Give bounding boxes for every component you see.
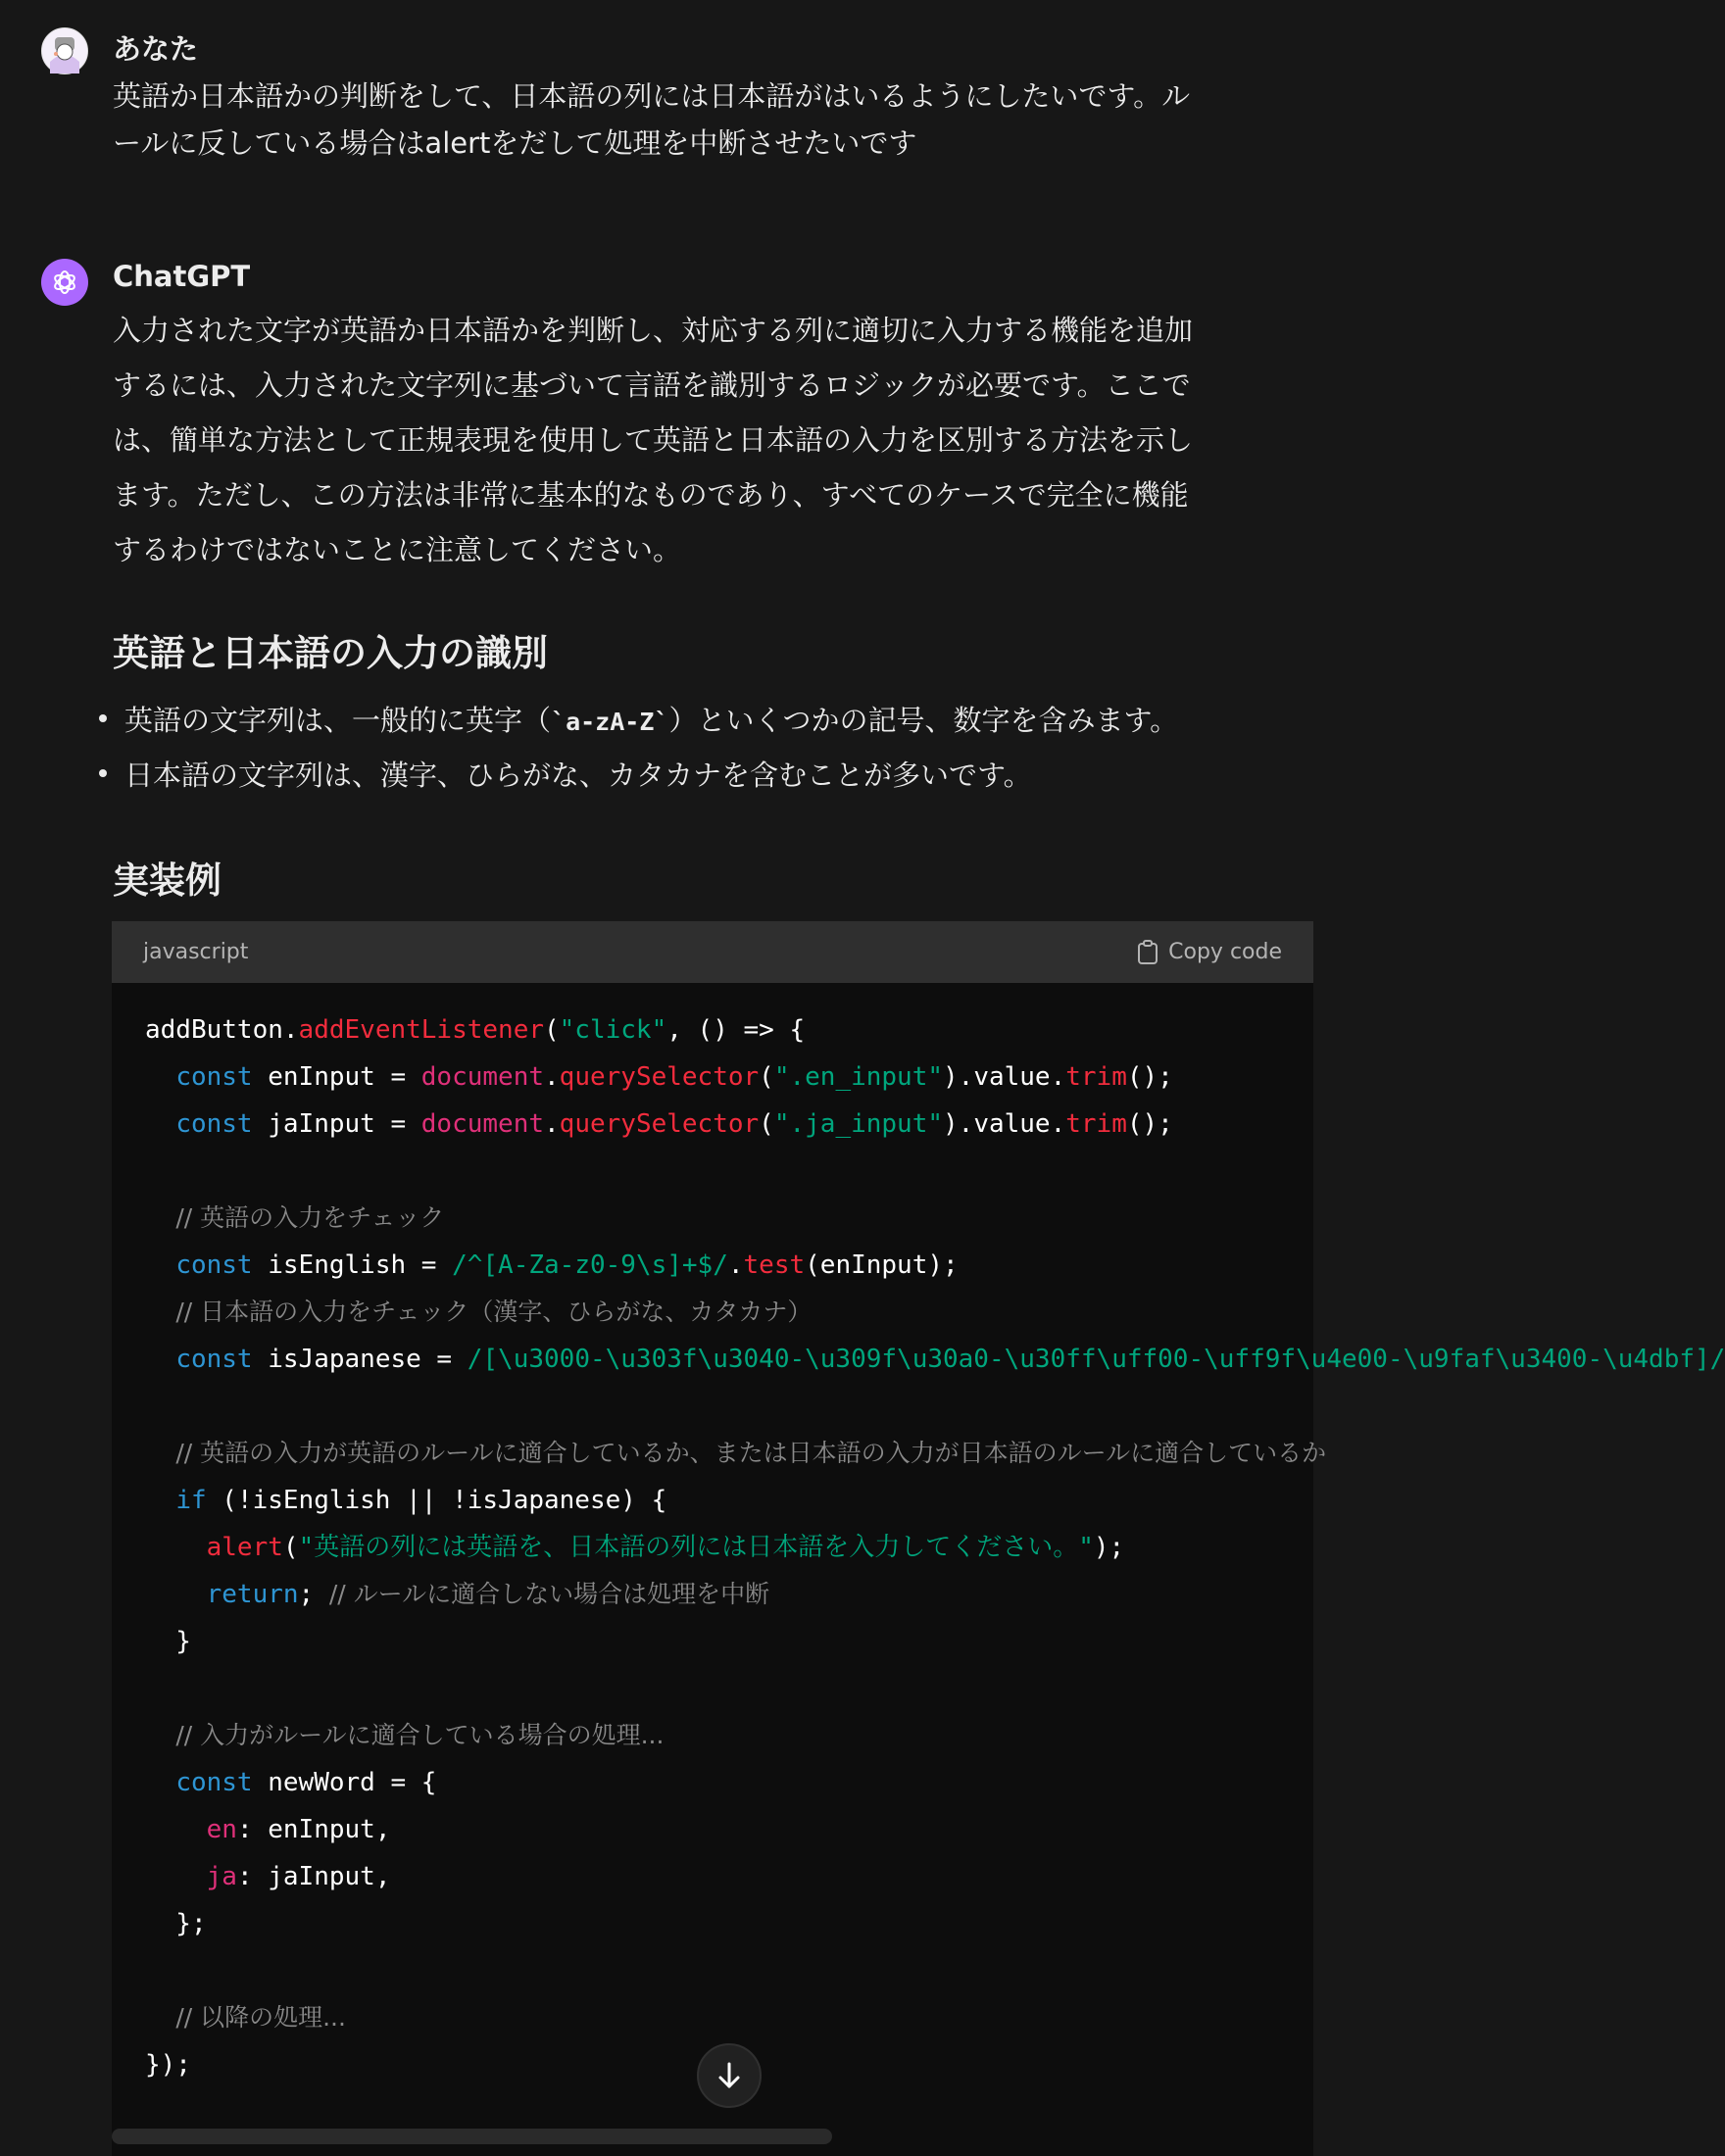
- code-token: if: [175, 1486, 207, 1515]
- bullet-item: [96, 748, 1178, 803]
- code-line: [145, 1712, 1313, 1759]
- code-token: en: [206, 1815, 237, 1844]
- bullet-text: 日本語の文字列は、漢字、ひらがな、カタカナを含むことが多いです。: [124, 759, 1032, 792]
- code-token: : jaInput,: [236, 1862, 391, 1891]
- code-line: [145, 1336, 1725, 1383]
- code-token: (: [282, 1533, 299, 1562]
- code-token: const: [175, 1345, 253, 1374]
- code-token: [145, 1439, 175, 1468]
- code-token: ".en_input": [773, 1062, 944, 1092]
- code-line: [145, 1383, 1313, 1430]
- code-token: const: [175, 1109, 253, 1139]
- code-block: [112, 921, 1725, 2156]
- code-token: // 英語の入力が英語のルールに適合しているか、または日本語の入力が日本語のルールに適合しているか: [175, 1439, 1327, 1467]
- code-token: test: [743, 1250, 806, 1280]
- clipboard-icon: [1137, 940, 1158, 965]
- code-token: isEnglish =: [252, 1250, 453, 1280]
- code-line: [145, 1618, 1313, 1665]
- horizontal-scrollbar[interactable]: [112, 2129, 832, 2144]
- code-line: [145, 1195, 1313, 1242]
- code-line: [145, 1853, 1313, 1900]
- code-token: // 英語の入力をチェック: [175, 1203, 445, 1232]
- code-token: (: [759, 1062, 774, 1092]
- intro-line: するわけではないことに注意してください。: [113, 533, 682, 566]
- code-token: // 入力がルールに適合している場合の処理...: [175, 1721, 665, 1749]
- user-message-text: [113, 73, 1313, 167]
- code-token: document: [420, 1109, 545, 1139]
- bullet-text: ）といくつかの記号、数字を含みます。: [668, 704, 1179, 737]
- code-token: });: [145, 2050, 191, 2080]
- code-token: trim: [1065, 1109, 1127, 1139]
- user-avatar: [41, 27, 88, 74]
- code-token: const: [175, 1062, 253, 1092]
- code-token: : enInput,: [236, 1815, 391, 1844]
- code-token: "英語の列には英語を、日本語の列には日本語を入力してください。": [298, 1533, 1094, 1562]
- code-token: isJapanese =: [252, 1345, 468, 1374]
- code-token: ja: [206, 1862, 237, 1891]
- code-token: [145, 1298, 175, 1327]
- bullet-list: [96, 693, 1178, 803]
- code-line: [145, 1759, 1313, 1806]
- openai-logo-icon: [49, 267, 80, 298]
- code-token: ();: [1126, 1109, 1173, 1139]
- user-message-line: ールに反している場合はalertをだして処理を中断させたいです: [113, 126, 917, 160]
- code-token: /^[A-Za-z0-9\s]+$/: [452, 1250, 728, 1280]
- code-token: querySelector: [559, 1062, 760, 1092]
- code-token: [145, 1721, 175, 1750]
- code-line: [145, 1947, 1313, 1994]
- copy-code-button[interactable]: [1137, 940, 1282, 965]
- code-line: [145, 1665, 1313, 1712]
- code-token: // 日本語の入力をチェック（漢字、ひらがな、カタカナ）: [175, 1298, 813, 1326]
- code-token: const: [175, 1768, 253, 1797]
- intro-line: 入力された文字が英語か日本語かを判断し、対応する列に適切に入力する機能を追加: [113, 314, 1194, 347]
- code-token: [145, 1862, 207, 1891]
- code-token: ".ja_input": [773, 1109, 944, 1139]
- bullet-item: [96, 693, 1178, 748]
- section-heading-implementation: 実装例: [113, 859, 222, 902]
- copy-code-label: Copy code: [1168, 940, 1282, 964]
- code-token: addButton.: [145, 1015, 299, 1045]
- intro-line: ます。ただし、この方法は非常に基本的なものであり、すべてのケースで完全に機能: [113, 478, 1189, 512]
- code-line: [145, 1148, 1313, 1195]
- code-block-header: [112, 921, 1313, 983]
- code-token: ).value.: [943, 1062, 1066, 1092]
- code-token: };: [145, 1909, 207, 1938]
- assistant-author-name: ChatGPT: [113, 260, 251, 293]
- code-token: );: [1093, 1533, 1125, 1562]
- intro-line: するには、入力された文字列に基づいて言語を識別するロジックが必要です。ここで: [113, 368, 1191, 402]
- code-line: [145, 1242, 1313, 1289]
- user-message-line: 英語か日本語かの判断をして、日本語の列には日本語がはいるようにしたいです。ル: [113, 79, 1191, 113]
- code-token: trim: [1065, 1062, 1127, 1092]
- code-token: .: [727, 1250, 744, 1280]
- code-token: (!isEnglish || !isJapanese) {: [206, 1486, 667, 1515]
- inline-code: `a-zA-Z`: [551, 708, 669, 736]
- code-token: document: [420, 1062, 545, 1092]
- code-line: [145, 1900, 1313, 1947]
- code-token: (: [759, 1109, 774, 1139]
- code-token: [145, 1580, 207, 1609]
- code-token: [145, 1250, 175, 1280]
- code-token: .: [544, 1109, 560, 1139]
- code-token: [145, 1768, 175, 1797]
- code-token: .: [544, 1062, 560, 1092]
- code-token: // 以降の処理...: [175, 2003, 346, 2032]
- code-token: (: [544, 1015, 560, 1045]
- code-token: [145, 1486, 175, 1515]
- assistant-avatar: [41, 259, 88, 306]
- code-language-label: javascript: [143, 940, 249, 964]
- code-line: [145, 1430, 1327, 1477]
- code-token: /[\u3000-\u303f\u3040-\u309f\u30a0-\u30ff\uff00-\uff9f\u4e00-\u9faf\u3400-\u4dbf]/: [467, 1345, 1725, 1374]
- code-token: [145, 2003, 175, 2033]
- code-token: [145, 1533, 207, 1562]
- code-token: ;: [298, 1580, 329, 1609]
- code-token: ).value.: [943, 1109, 1066, 1139]
- code-line: [145, 1054, 1313, 1101]
- code-token: [145, 1109, 175, 1139]
- code-token: jaInput =: [252, 1109, 421, 1139]
- code-token: (enInput);: [805, 1250, 959, 1280]
- intro-line: は、簡単な方法として正規表現を使用して英語と日本語の入力を区別する方法を示し: [113, 423, 1194, 457]
- user-avatar-illustration-icon: [42, 28, 87, 74]
- arrow-down-icon: [716, 2061, 742, 2090]
- code-token: ();: [1126, 1062, 1173, 1092]
- code-token: }: [145, 1627, 191, 1656]
- code-token: [145, 1203, 175, 1233]
- user-author-name: あなた: [113, 32, 199, 66]
- code-line: [145, 1006, 1313, 1054]
- code-token: [145, 1345, 175, 1374]
- code-line: [145, 1101, 1313, 1148]
- code-token: newWord = {: [252, 1768, 437, 1797]
- scroll-to-bottom-button[interactable]: [697, 2043, 762, 2108]
- code-token: , () => {: [666, 1015, 806, 1045]
- code-token: "click": [559, 1015, 667, 1045]
- code-line: [145, 1571, 1313, 1618]
- code-line: [145, 1994, 1313, 2041]
- code-token: [145, 1062, 175, 1092]
- code-token: // ルールに適合しない場合は処理を中断: [328, 1580, 770, 1608]
- code-token: querySelector: [559, 1109, 760, 1139]
- code-token: enInput =: [252, 1062, 421, 1092]
- section-heading-identification: 英語と日本語の入力の識別: [113, 632, 548, 674]
- code-token: return: [206, 1580, 299, 1609]
- bullet-text: 英語の文字列は、一般的に英字（: [124, 704, 552, 737]
- code-token: alert: [206, 1533, 283, 1562]
- assistant-intro-paragraph: [113, 303, 1313, 577]
- code-line: [145, 1477, 1313, 1524]
- code-token: const: [175, 1250, 253, 1280]
- code-line: [145, 1524, 1313, 1571]
- code-line: [145, 1806, 1313, 1853]
- code-content[interactable]: [112, 983, 1725, 2156]
- code-token: [145, 1815, 207, 1844]
- code-line: [145, 1289, 1313, 1336]
- code-token: addEventListener: [298, 1015, 544, 1045]
